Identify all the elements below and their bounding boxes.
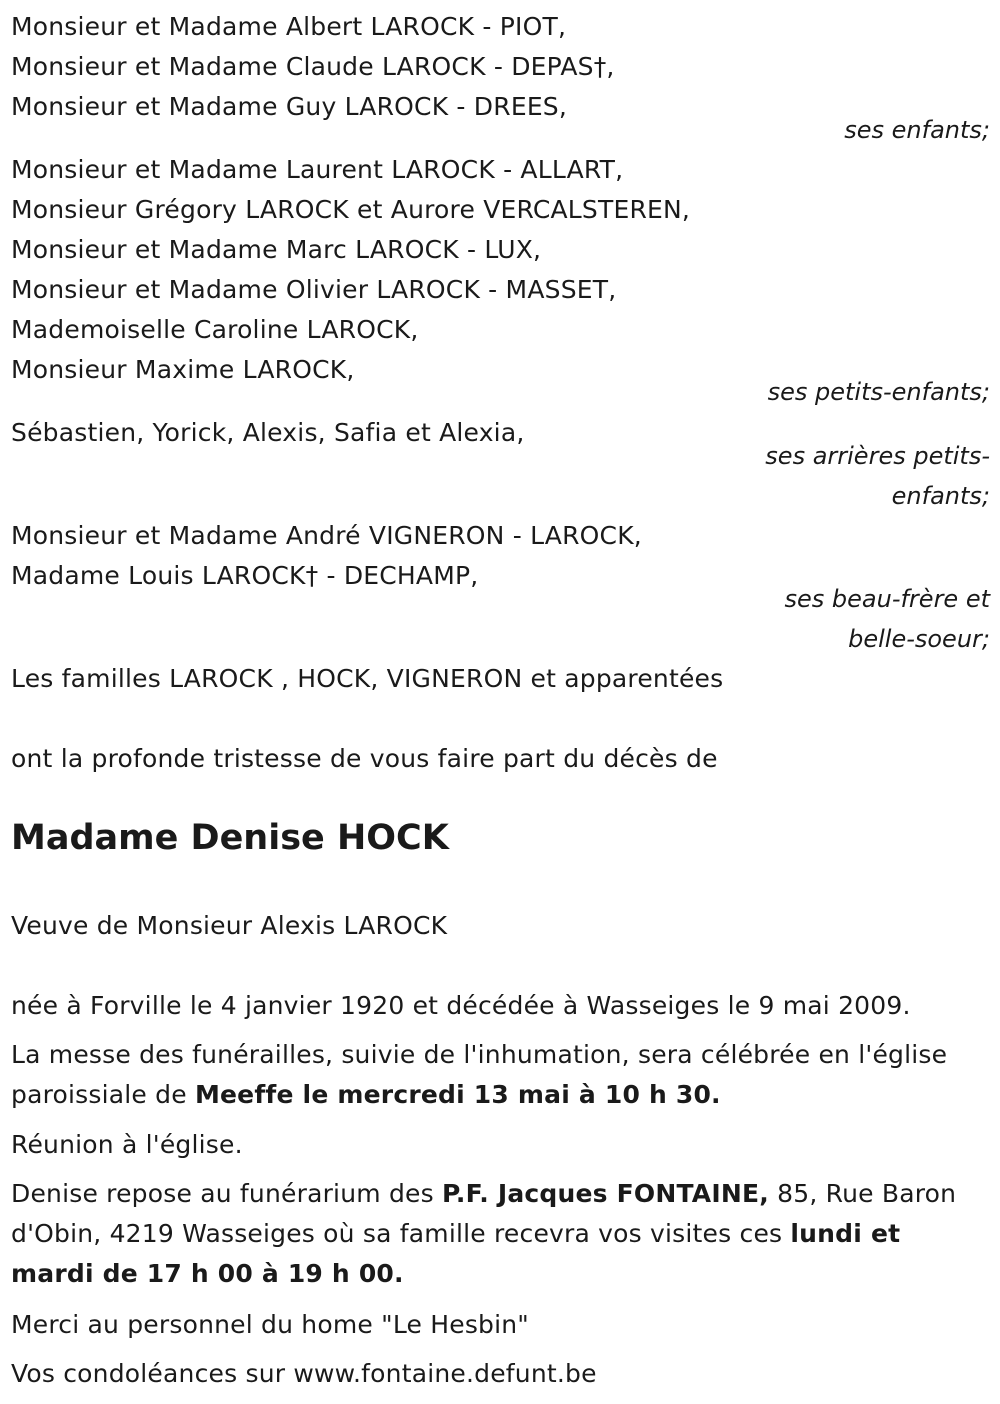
child-line: Monsieur et Madame Claude LAROCK - DEPAS†, [11, 52, 615, 81]
funeral-date-bold: Meeffe le mercredi 13 mai à 10 h 30. [194, 1080, 721, 1109]
families-line: Les familles LAROCK , HOCK, VIGNERON et apparentées [11, 664, 724, 693]
grandchild-line: Monsieur et Madame Laurent LAROCK - ALLART, [11, 155, 624, 184]
great-grandchildren-line: Sébastien, Yorick, Alexis, Safia et Alexia, [11, 418, 525, 447]
repose-paragraph [11, 1174, 989, 1294]
funeral-home-bold: P.F. Jacques FONTAINE, [441, 1179, 769, 1208]
birth-death-line: née à Forville le 4 janvier 1920 et décédée à Wasseiges le 9 mai 2009. [11, 991, 911, 1020]
grandchildren-role: ses petits-enfants; [767, 378, 990, 406]
deceased-name: Madame Denise HOCK [11, 818, 449, 858]
widow-of-line: Veuve de Monsieur Alexis LAROCK [11, 911, 448, 940]
grandchild-line: Monsieur Grégory LAROCK et Aurore VERCALSTEREN, [11, 195, 691, 224]
announcement-line: ont la profonde tristesse de vous faire part du décès de [11, 744, 718, 773]
child-line: Monsieur et Madame Albert LAROCK - PIOT, [11, 12, 567, 41]
meeting-line: Réunion à l'église. [11, 1130, 243, 1159]
repose-text-start: Denise repose au funérarium des [11, 1179, 442, 1208]
funeral-paragraph [11, 1035, 989, 1115]
visit-hours-bold: lundi et mardi de 17 h 00 à 19 h 00. [11, 1219, 901, 1288]
condolences-line: Vos condoléances sur www.fontaine.defunt.be [11, 1359, 597, 1388]
repose-text-mid: 85, Rue Baron d'Obin, 4219 Wasseiges où sa famille recevra vos visites ces [11, 1179, 957, 1248]
great-grandchildren-role: ses arrières petits-enfants; [765, 442, 990, 510]
in-laws-role: ses beau-frère et belle-soeur; [784, 585, 990, 653]
in-law-line: Madame Louis LAROCK† - DECHAMP, [11, 561, 479, 590]
funeral-text: La messe des funérailles, suivie de l'inhumation, sera célébrée en l'église paroissiale de [11, 1040, 948, 1109]
thanks-line: Merci au personnel du home "Le Hesbin" [11, 1310, 530, 1339]
grandchild-line: Mademoiselle Caroline LAROCK, [11, 315, 419, 344]
grandchild-line: Monsieur et Madame Olivier LAROCK - MASSET, [11, 275, 617, 304]
grandchild-line: Monsieur Maxime LAROCK, [11, 355, 355, 384]
grandchild-line: Monsieur et Madame Marc LAROCK - LUX, [11, 235, 542, 264]
children-role: ses enfants; [844, 116, 990, 144]
child-line: Monsieur et Madame Guy LAROCK - DREES, [11, 92, 568, 121]
in-law-line: Monsieur et Madame André VIGNERON - LAROCK, [11, 521, 642, 550]
